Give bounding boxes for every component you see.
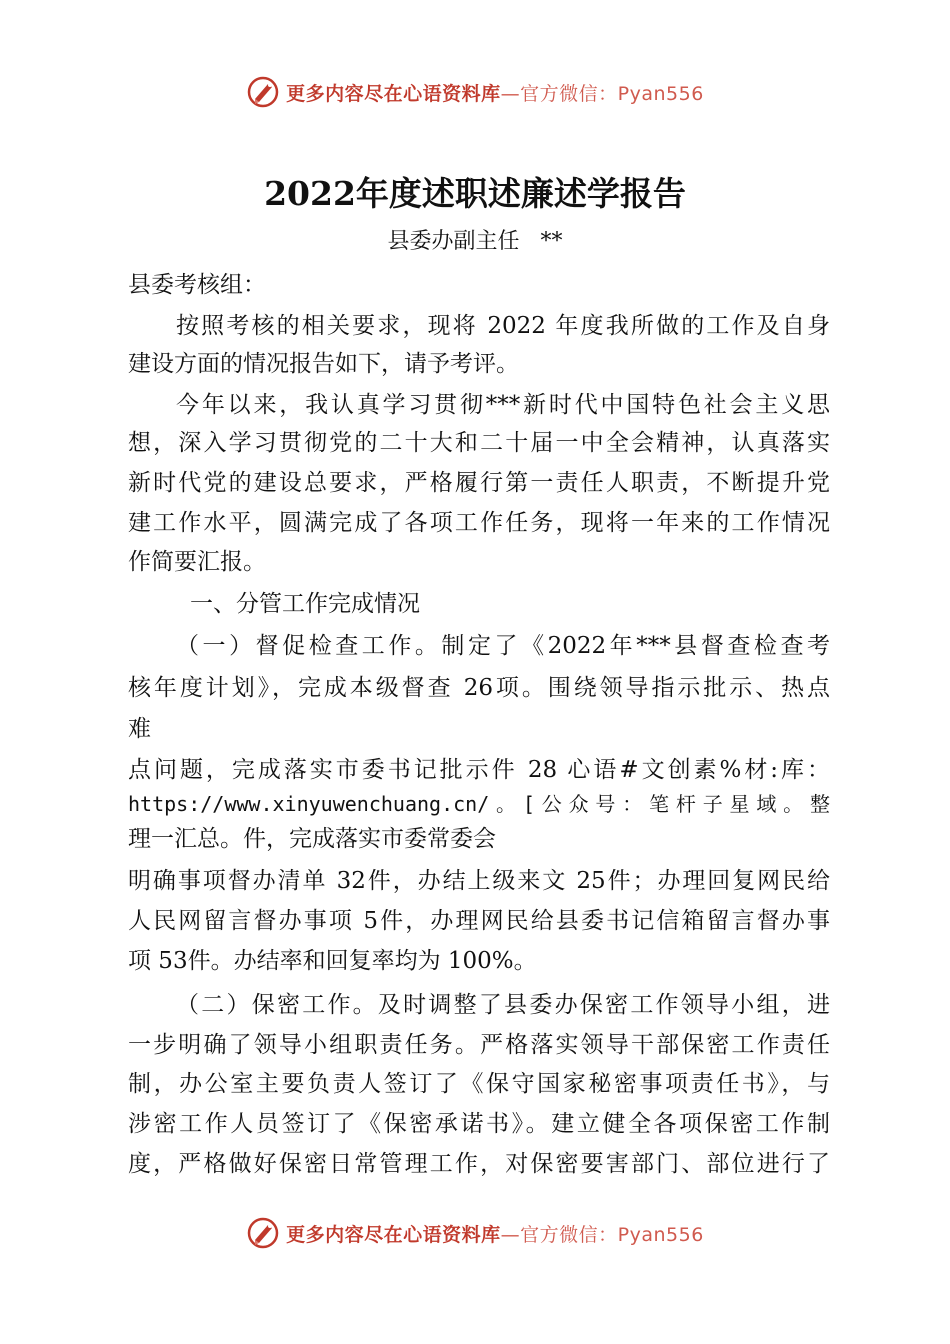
paragraph-line: 难	[128, 716, 151, 742]
watermark-text	[286, 1220, 704, 1247]
watermark-sep: —	[500, 1223, 521, 1246]
paragraph-line: 按照考核的相关要求，现将 2022 年度我所做的工作及自身	[176, 313, 830, 339]
paragraph-line: 度，严格做好保密日常管理工作，对保密要害部门、部位进行了	[128, 1151, 830, 1177]
watermark-suffix: 官方微信：Pyan556	[520, 1223, 704, 1246]
paragraph-line: 点问题，完成落实市委书记批示件 28 心语#文创素%材:库：	[128, 757, 830, 783]
quill-logo-icon	[246, 1216, 280, 1250]
paragraph-line: 明确事项督办清单 32件，办结上级来文 25件；办理回复网民给	[128, 868, 830, 894]
watermark-main: 更多内容尽在心语资料库	[286, 82, 501, 105]
watermark-suffix: 官方微信：Pyan556	[520, 82, 704, 105]
quill-logo-icon	[246, 75, 280, 109]
document-subtitle: 县委办副主任 **	[387, 229, 563, 254]
paragraph-line: 作简要汇报。	[128, 549, 266, 575]
document-title: 2022年度述职述廉述学报告	[264, 174, 686, 213]
paragraph-line: 想，深入学习贯彻党的二十大和二十届一中全会精神，认真落实	[128, 430, 830, 456]
paragraph-line: 建工作水平，圆满完成了各项工作任务，现将一年来的工作情况	[128, 510, 830, 536]
paragraph-line: 制，办公室主要负责人签订了《保守国家秘密事项责任书》，与	[128, 1071, 830, 1097]
salutation: 县委考核组：	[128, 272, 266, 298]
footer-watermark	[0, 1213, 950, 1253]
paragraph-line: 建设方面的情况报告如下，请予考评。	[128, 351, 519, 377]
watermark-text	[286, 79, 704, 106]
paragraph-line: （一）督促检查工作。制定了《2022年***县督查检查考	[176, 633, 830, 659]
section-heading: 一、分管工作完成情况	[190, 591, 420, 617]
paragraph-line: 核年度计划》，完成本级督查 26项。围绕领导指示批示、热点	[128, 675, 830, 701]
paragraph-line: 理一汇总。件，完成落实市委常委会	[128, 826, 496, 852]
header-watermark	[0, 72, 950, 112]
watermark-main: 更多内容尽在心语资料库	[286, 1223, 501, 1246]
paragraph-line: 涉密工作人员签订了《保密承诺书》。建立健全各项保密工作制	[128, 1111, 830, 1137]
paragraph-line: 项 53件。办结率和回复率均为 100%。	[128, 948, 537, 974]
watermark-sep: —	[500, 82, 521, 105]
paragraph-line: 人民网留言督办事项 5件，办理网民给县委书记信箱留言督办事	[128, 908, 830, 934]
paragraph-line: 新时代党的建设总要求，严格履行第一责任人职责，不断提升党	[128, 470, 830, 496]
paragraph-line: 一步明确了领导小组职责任务。严格落实领导干部保密工作责任	[128, 1032, 830, 1058]
paragraph-line: 今年以来，我认真学习贯彻***新时代中国特色社会主义思	[176, 392, 830, 418]
paragraph-line: （二）保密工作。及时调整了县委办保密工作领导小组，进	[176, 992, 830, 1018]
paragraph-line-url: https://www.xinyuwenchuang.cn/。[公众号：笔杆子星域。整	[128, 792, 830, 816]
